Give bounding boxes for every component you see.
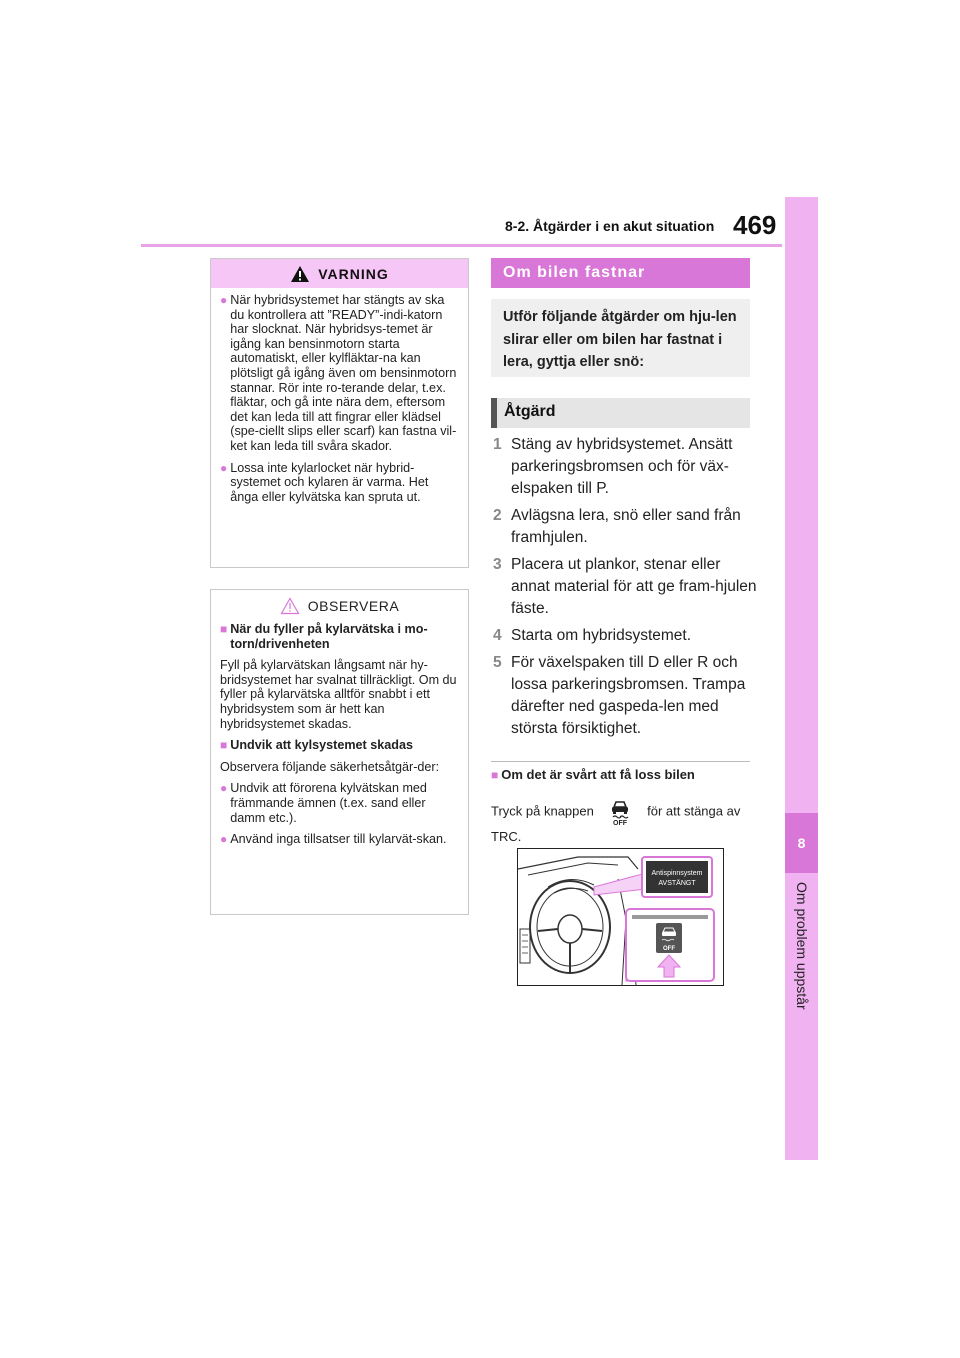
- step-item: 4 Starta om hybridsystemet.: [493, 627, 692, 644]
- warning-item: ● När hybridsystemet har stängts av ska du kontrollera att ”READY”-indi-katorn har slocknat. När hybridsys-temet är igång kan bensinmotorn starta automatiskt, eller kylfläktar-na kan plötsligt gå igång även om bensinmotorn stannar. Rör inte ro-terande delar, t.ex. fläktar, och gå inte nära dem, eftersom det kan leda till att fingrar eller klädsel (spe-ciellt slips eller scarf) kan fastna vil-ket kan leda till svåra skador.: [220, 293, 457, 453]
- trc-off-icon: [607, 798, 633, 826]
- button-off-label: OFF: [663, 946, 675, 952]
- notice-paragraph: Observera följande säkerhetsåtgär-der:: [220, 759, 440, 774]
- warning-title: VARNING: [318, 265, 389, 282]
- svg-text:OFF: OFF: [613, 820, 628, 826]
- bullet-dot-icon: ●: [220, 781, 228, 796]
- square-bullet-icon: ■: [220, 622, 228, 636]
- square-bullet-icon: ■: [220, 738, 228, 753]
- header-rule: [141, 244, 782, 247]
- notice-header: [211, 590, 468, 622]
- step-item: 1 Stäng av hybridsystemet. Ansätt parkeringsbromsen och för väx-elspaken till P.: [493, 436, 733, 497]
- subsection-heading: ■ Om det är svårt att få loss bilen: [491, 767, 695, 782]
- step-item: 5 För växelspaken till D eller R och lossa parkeringsbromsen. Trampa därefter ned gaspeda-len med största försiktighet.: [493, 654, 746, 737]
- chapter-title: Om problem uppstår: [794, 882, 810, 1010]
- page-number: 469: [733, 210, 777, 240]
- bullet-dot-icon: ●: [220, 293, 228, 307]
- display-line-1: Antispinnsystem: [651, 870, 703, 877]
- warning-triangle-icon: [290, 265, 310, 283]
- display-line-2: AVSTÄNGT: [658, 880, 696, 887]
- warning-header: [211, 259, 468, 288]
- dashboard-drawing: [518, 849, 723, 985]
- notice-box: [210, 589, 469, 915]
- chapter-number: 8: [785, 813, 818, 873]
- bullet-dot-icon: ●: [220, 460, 228, 475]
- subsection-rule: [491, 761, 750, 762]
- notice-subheading: ■ Undvik att kylsystemet skadas: [220, 738, 413, 753]
- step-item: 3 Placera ut plankor, stenar eller annat material för att ge fram-hjulen fäste.: [493, 556, 757, 617]
- notice-title: OBSERVERA: [307, 598, 400, 614]
- notice-paragraph: Fyll på kylarvätskan långsamt när hy-bridsystemet har svalnat tillräckligt. Om du fyller på kylarvätska alltför snabbt i ett hybridsystem som är hett kan hybridsystemet skadas.: [220, 658, 457, 731]
- warning-box: [210, 258, 469, 568]
- step-item: 2 Avlägsna lera, snö eller sand från framhjulen.: [493, 507, 741, 546]
- square-bullet-icon: ■: [491, 768, 499, 782]
- section-title: 8-2. Åtgärder i en akut situation: [505, 218, 715, 234]
- notice-subheading: ■ När du fyller på kylarvätska i mo-torn/drivenheten: [220, 622, 428, 651]
- notice-item: ● Använd inga tillsatser till kylarvät-skan.: [220, 832, 447, 847]
- dashboard-illustration: [517, 848, 724, 986]
- intro-box: Utför följande åtgärder om hju-len slirar eller om bilen har fastnat i lera, gyttja eller snö:: [491, 299, 750, 377]
- notice-item: ● Undvik att förorena kylvätskan med främmande ämnen (t.ex. sand eller damm etc.).: [220, 781, 427, 825]
- section-banner: Om bilen fastnar: [491, 258, 750, 288]
- step-list: [493, 434, 761, 745]
- bullet-dot-icon: ●: [220, 832, 228, 847]
- caution-triangle-icon: [280, 597, 300, 615]
- action-heading: Åtgärd: [491, 398, 750, 428]
- warning-item: ● Lossa inte kylarlocket när hybrid-systemet och kylaren är varma. Het ånga eller kylvätska kan spruta ut.: [220, 460, 429, 504]
- trc-instruction: Tryck på knappen OFF för att stänga av TRC.: [491, 798, 753, 848]
